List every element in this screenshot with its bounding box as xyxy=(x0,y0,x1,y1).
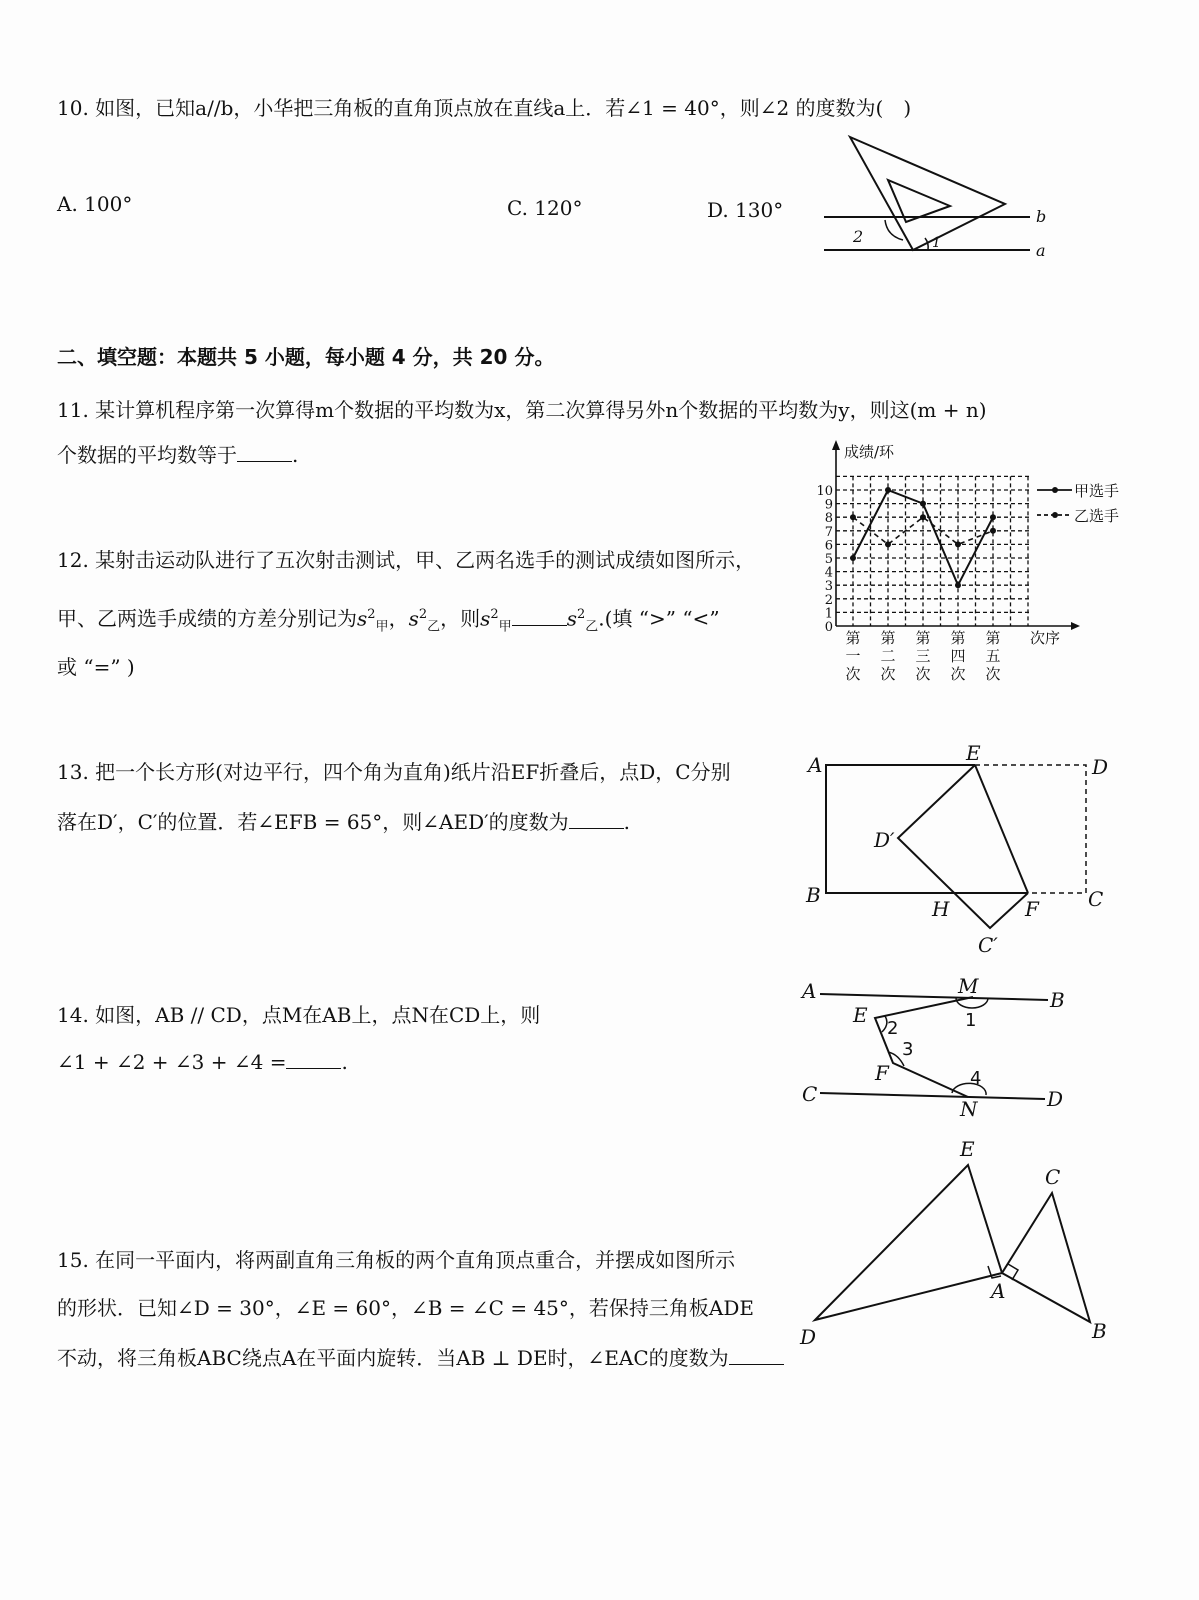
label-angle4: 4 xyxy=(970,1068,982,1089)
q15-text: 不动，将三角板ABC绕点A在平面内旋转．当AB ⊥ DE时，∠EAC的度数为 xyxy=(57,1346,729,1370)
data-point xyxy=(990,528,996,534)
q11-answer-blank[interactable] xyxy=(237,459,292,462)
label-E: E xyxy=(960,1137,975,1161)
label-angle1: 1 xyxy=(965,1010,977,1031)
y-tick-label: 9 xyxy=(824,497,833,513)
legend-marker xyxy=(1052,512,1058,518)
q12-line3: 或 “=” ) xyxy=(57,655,135,679)
label-a: a xyxy=(1036,241,1046,260)
q13-period: . xyxy=(623,810,631,834)
fold-line-ef xyxy=(975,765,1028,893)
y-tick-label: 6 xyxy=(824,538,833,554)
y-tick-label: 2 xyxy=(824,592,833,608)
y-tick-label: 10 xyxy=(816,484,833,499)
x-tick-label: 第 xyxy=(950,629,966,647)
label-B: B xyxy=(806,883,821,907)
data-point xyxy=(920,514,926,520)
label-N: N xyxy=(960,1097,978,1121)
y-tick-label: 4 xyxy=(824,565,833,581)
q13-line2 xyxy=(57,810,630,834)
rect-folded-edges xyxy=(975,765,1086,893)
x-tick-label: 次 xyxy=(985,665,1001,683)
q15-line3 xyxy=(57,1346,784,1370)
y-tick-label: 7 xyxy=(824,524,833,540)
label-D: D xyxy=(800,1325,817,1349)
q10-option-a: A. 100° xyxy=(57,192,133,216)
q13-figure xyxy=(826,765,1086,928)
q14-line1: 14. 如图，AB // CD，点M在AB上，点N在CD上，则 xyxy=(57,1003,541,1027)
y-axis-arrow xyxy=(832,440,840,450)
subscript-yi: 乙 xyxy=(585,619,599,635)
q15-line1: 15. 在同一平面内，将两副直角三角板的两个直角顶点重合，并摆成如图所示 xyxy=(57,1248,736,1272)
sep: ， xyxy=(388,606,409,631)
x-axis-arrow xyxy=(1071,622,1080,630)
data-point xyxy=(955,541,961,547)
x-tick-label: 第 xyxy=(845,629,861,647)
then: ，则 xyxy=(440,606,481,631)
x-tick-label: 第 xyxy=(880,629,896,647)
label-F: F xyxy=(875,1061,889,1085)
q11-line1: 11. 某计算机程序第一次算得m个数据的平均数为x，第二次算得另外n个数据的平均数为y，则这(m + n) xyxy=(57,398,987,422)
label-F: F xyxy=(1025,897,1039,921)
q12-line1: 12. 某射击运动队进行了五次射击测试，甲、乙两名选手的测试成绩如图所示， xyxy=(57,548,756,572)
label-angle2: 2 xyxy=(887,1018,899,1039)
label-B: B xyxy=(1050,988,1065,1012)
triangle-ruler-outer xyxy=(850,137,1005,250)
x-axis-label: 次序 xyxy=(1030,629,1061,647)
y-axis-label: 成绩/环 xyxy=(844,443,895,461)
data-point xyxy=(850,555,856,561)
data-point xyxy=(850,514,856,520)
legend-label: 甲选手 xyxy=(1074,482,1120,500)
x-tick-label: 次 xyxy=(950,665,966,683)
label-C-prime: C′ xyxy=(978,933,998,957)
y-tick-label: 5 xyxy=(824,552,833,567)
label-angle2: 2 xyxy=(853,227,864,246)
label-E: E xyxy=(966,741,981,765)
label-C: C xyxy=(1045,1165,1061,1189)
x-tick-label: 次 xyxy=(880,665,896,683)
q10-option-d: D. 130° xyxy=(707,198,784,222)
subscript-jia: 甲 xyxy=(375,619,389,635)
triangle-ruler-inner xyxy=(888,180,950,222)
x-tick-label: 第 xyxy=(915,629,931,647)
label-H: H xyxy=(932,897,950,921)
q14-line2 xyxy=(57,1050,348,1074)
label-angle1: 1 xyxy=(932,235,941,251)
section-heading: 二、填空题：本题共 5 小题，每小题 4 分，共 20 分。 xyxy=(57,345,555,369)
y-tick-label: 0 xyxy=(824,620,833,635)
x-tick-label: 二 xyxy=(880,647,896,665)
line-ab xyxy=(820,994,1048,1000)
q11-text: 个数据的平均数等于 xyxy=(57,443,237,467)
data-point xyxy=(885,541,891,547)
x-tick-label: 四 xyxy=(950,647,966,665)
q12-answer-blank[interactable] xyxy=(512,623,567,626)
x-tick-label: 一 xyxy=(845,647,861,665)
q12-text: 甲、乙两选手成绩的方差分别记为 xyxy=(57,606,357,631)
label-A: A xyxy=(991,1279,1006,1303)
label-A: A xyxy=(808,753,823,777)
q14-answer-blank[interactable] xyxy=(286,1066,341,1069)
legend-label: 乙选手 xyxy=(1074,507,1120,525)
label-C: C xyxy=(1088,887,1104,911)
q10-option-c: C. 120° xyxy=(507,196,583,220)
polyline-mefn xyxy=(875,997,973,1097)
data-point xyxy=(990,514,996,520)
label-D: D xyxy=(1092,755,1109,779)
triangle-ade xyxy=(815,1165,1002,1320)
s-symbol: s xyxy=(566,606,577,631)
label-D-prime: D′ xyxy=(874,828,895,852)
q11-line2 xyxy=(57,443,298,467)
q12-line2 xyxy=(57,603,720,640)
fill-hint: .(填 “>” “<” xyxy=(598,606,720,631)
exponent: 2 xyxy=(576,607,586,622)
x-tick-label: 第 xyxy=(985,629,1001,647)
x-tick-label: 五 xyxy=(985,647,1001,665)
q10-text: 10. 如图，已知a//b，小华把三角板的直角顶点放在直线a上．若∠1 = 40°，则∠2 的度数为( ) xyxy=(57,96,912,120)
data-point xyxy=(920,501,926,507)
x-tick-label: 三 xyxy=(915,647,931,665)
label-B: B xyxy=(1092,1319,1107,1343)
label-A: A xyxy=(802,979,817,1003)
y-tick-label: 1 xyxy=(824,606,833,622)
angle2-arc xyxy=(885,220,903,240)
line-cd xyxy=(820,1093,1045,1099)
q11-period: . xyxy=(292,443,299,467)
q15-line2: 的形状．已知∠D = 30°，∠E = 60°，∠B = ∠C = 45°，若保持三角板ADE xyxy=(57,1296,754,1320)
subscript-jia: 甲 xyxy=(498,619,512,635)
label-E: E xyxy=(853,1003,868,1027)
q15-answer-blank[interactable] xyxy=(729,1362,784,1365)
exponent: 2 xyxy=(418,607,428,622)
label-D: D xyxy=(1047,1087,1064,1111)
rect-solid-edges xyxy=(826,765,1028,893)
data-point xyxy=(955,582,961,588)
q14-text: ∠1 + ∠2 + ∠3 + ∠4 = xyxy=(57,1050,287,1074)
q12-chart xyxy=(816,440,1119,683)
s-symbol: s xyxy=(357,606,368,631)
triangle-abc xyxy=(1002,1193,1090,1322)
q13-answer-blank[interactable] xyxy=(569,826,624,829)
s-symbol: s xyxy=(408,606,419,631)
q13-line1: 13. 把一个长方形(对边平行，四个角为直角)纸片沿EF折叠后，点D，C分别 xyxy=(57,760,731,784)
y-tick-label: 8 xyxy=(824,511,833,527)
q13-text: 落在D′，C′的位置．若∠EFB = 65°，则∠AED′的度数为 xyxy=(57,810,569,834)
label-M: M xyxy=(958,974,979,998)
label-C: C xyxy=(802,1082,818,1106)
x-tick-label: 次 xyxy=(845,665,861,683)
s-symbol: s xyxy=(480,606,491,631)
x-tick-label: 次 xyxy=(915,665,931,683)
exponent: 2 xyxy=(490,607,499,622)
legend-marker xyxy=(1052,487,1058,493)
y-tick-label: 3 xyxy=(824,579,833,595)
data-point xyxy=(885,487,891,493)
label-b: b xyxy=(1036,207,1047,226)
exponent: 2 xyxy=(367,607,376,622)
subscript-yi: 乙 xyxy=(427,619,441,635)
q14-period: . xyxy=(341,1050,348,1074)
label-angle3: 3 xyxy=(902,1039,914,1060)
